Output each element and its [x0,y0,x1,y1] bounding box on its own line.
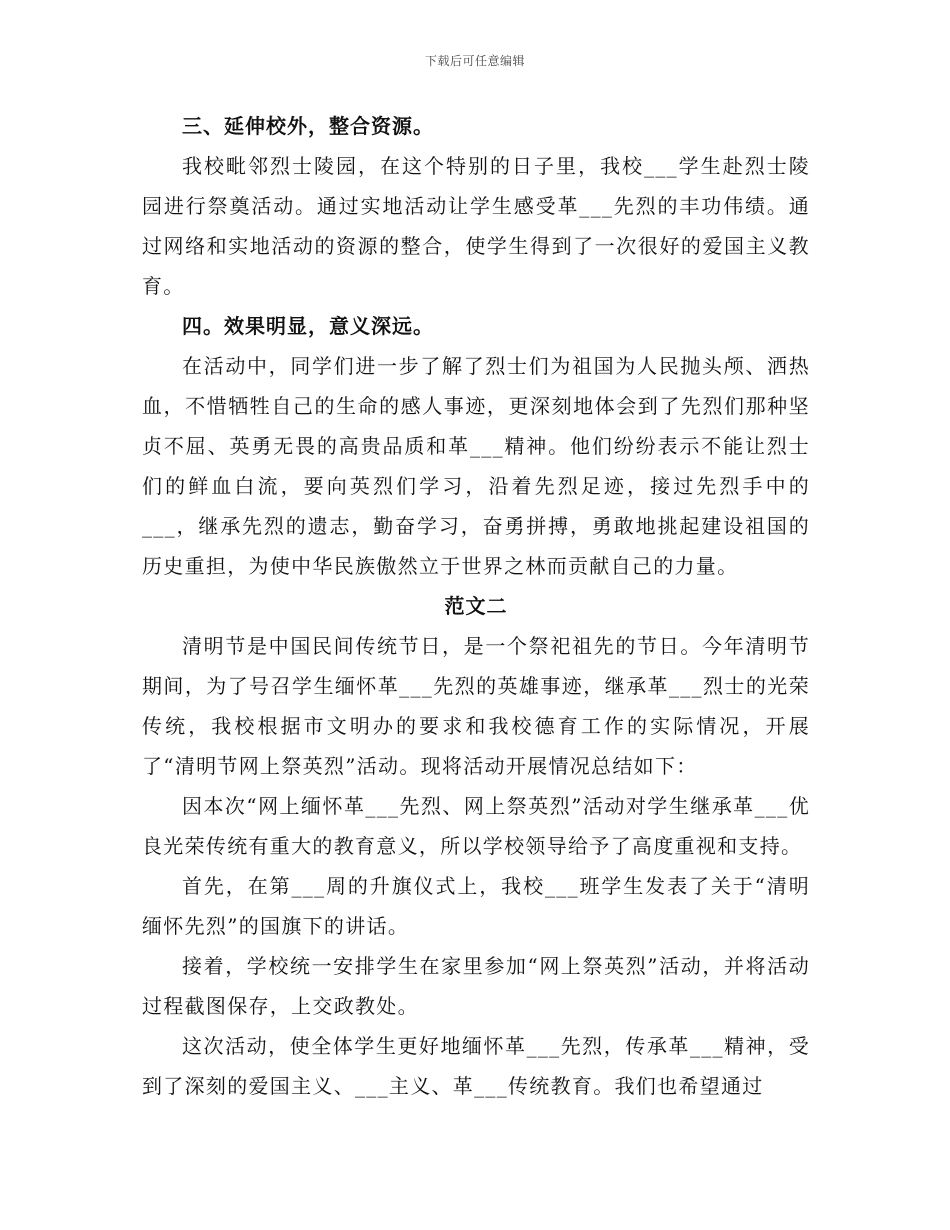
essay-2-paragraph-2: 因本次“网上缅怀革___先烈、网上祭英烈”活动对学生继承革___优良光荣传统有重大的教育意义，所以学校领导给予了高度重视和支持。 [142,794,810,858]
essay-2-paragraph-1: 清明节是中国民间传统节日，是一个祭祀祖先的节日。今年清明节期间，为了号召学生缅怀革___先烈的英雄事迹，继承革___烈士的光荣传统，我校根据市文明办的要求和我校德育工作的实际情况，开展了“清明节网上祭英烈”活动。现将活动开展情况总结如下： [142,634,810,778]
section-4-heading: 四。效果明显，意义深远。 [182,314,434,338]
header-note: 下载后可任意编辑 [424,54,525,68]
document-body [142,106,810,1106]
essay-2-paragraph-4: 接着，学校统一安排学生在家里参加“网上祭英烈”活动，并将活动过程截图保存，上交政教处。 [142,954,810,1018]
section-3-heading: 三、延伸校外，整合资源。 [182,114,434,138]
essay-2-paragraph-3: 首先，在第___周的升旗仪式上，我校___班学生发表了关于“清明缅怀先烈”的国旗下的讲话。 [142,874,810,938]
section-3-paragraph: 我校毗邻烈士陵园，在这个特别的日子里，我校___学生赴烈士陵园进行祭奠活动。通过实地活动让学生感受革___先烈的丰功伟绩。通过网络和实地活动的资源的整合，使学生得到了一次很好的爱国主义教育。 [142,154,810,298]
essay-2-paragraph-5: 这次活动，使全体学生更好地缅怀革___先烈，传承革___精神，受到了深刻的爱国主义、___主义、革___传统教育。我们也希望通过 [142,1034,810,1098]
essay-2-title: 范文二 [444,594,508,618]
section-4-paragraph: 在活动中，同学们进一步了解了烈士们为祖国为人民抛头颅、洒热血，不惜牺牲自己的生命的感人事迹，更深刻地体会到了先烈们那种坚贞不屈、英勇无畏的高贵品质和革___精神。他们纷纷表示不能让烈士们的鲜血白流，要向英烈们学习，沿着先烈足迹，接过先烈手中的___，继承先烈的遗志，勤奋学习，奋勇拼搏，勇敢地挑起建设祖国的历史重担，为使中华民族傲然立于世界之林而贡献自己的力量。 [142,354,810,578]
